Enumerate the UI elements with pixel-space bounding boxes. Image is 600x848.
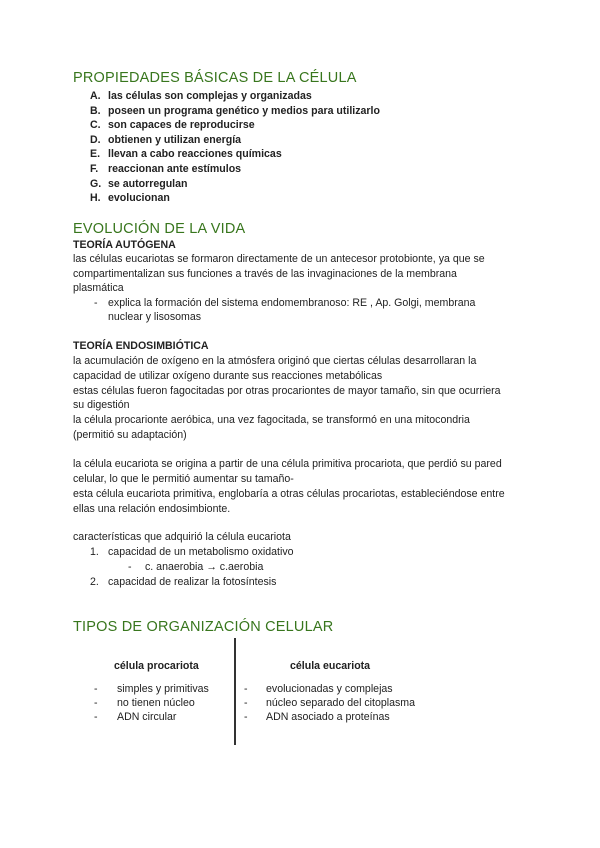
list-item: las células son complejas y organizadas — [108, 90, 312, 102]
list-item: obtienen y utilizan energía — [108, 133, 242, 146]
sub-item: c. anaerobia → c.aerobia — [145, 561, 264, 573]
list-marker: B. — [90, 104, 101, 117]
bullet-dash: - — [244, 711, 248, 723]
text-line: su digestión — [73, 399, 130, 411]
list-marker: H. — [90, 192, 101, 205]
subheading-autogena: TEORÍA AUTÓGENA — [73, 239, 176, 251]
heading-tipos: TIPOS DE ORGANIZACIÓN CELULAR — [73, 619, 334, 635]
column-heading-procariota: célula procariota — [114, 660, 199, 672]
list-marker: G. — [90, 177, 102, 190]
list-item: capacidad de realizar la fotosíntesis — [108, 576, 277, 588]
text-line: esta célula eucariota primitiva, englobaría a otras células procariotas, estableciéndose entre — [73, 488, 505, 500]
column-heading-eucariota: célula eucariota — [290, 660, 371, 672]
bullet-dash: - — [94, 697, 98, 709]
list-marker: A. — [90, 90, 101, 102]
bullet-dash: - — [244, 697, 248, 709]
procariota-item: ADN circular — [117, 711, 177, 723]
bullet-text: nuclear y lisosomas — [108, 311, 202, 323]
text-line: las células eucariotas se formaron directamente de un antecesor protobionte, ya que se — [73, 253, 485, 265]
bullet-dash: - — [94, 683, 98, 695]
list-item: evolucionan — [108, 192, 170, 205]
list-item: llevan a cabo reacciones químicas — [108, 148, 282, 161]
text-line: la célula procarionte aeróbica, una vez fagocitada, se transformó en una mitocondria — [73, 414, 470, 426]
list-marker: E. — [90, 148, 101, 161]
list-marker: 1. — [90, 546, 99, 558]
text-line: estas células fueron fagocitadas por otras procariontes de mayor tamaño, sin que ocurriera — [73, 385, 501, 397]
list-marker: 2. — [90, 576, 99, 588]
eucariota-item: evolucionadas y complejas — [266, 683, 393, 695]
list-item: capacidad de un metabolismo oxidativo — [108, 546, 294, 558]
list-item: se autorregulan — [108, 177, 188, 190]
bullet-dash: - — [244, 683, 248, 695]
text-line: ellas una relación endosimbionte. — [73, 503, 231, 515]
procariota-item: simples y primitivas — [117, 683, 209, 695]
list-item: son capaces de reproducirse — [108, 119, 255, 132]
column-divider — [234, 638, 236, 745]
text-line: celular, lo que le permitió aumentar su tamaño- — [73, 473, 294, 485]
eucariota-item: núcleo separado del citoplasma — [266, 697, 415, 709]
text-line: compartimentalizan sus funciones a través de las invaginaciones de la membrana — [73, 268, 457, 280]
heading-propiedades: PROPIEDADES BÁSICAS DE LA CÉLULA — [73, 70, 357, 86]
bullet-dash: - — [94, 297, 98, 309]
text-line: capacidad de utilizar oxígeno durante sus reacciones metabólicas — [73, 370, 383, 382]
eucariota-item: ADN asociado a proteínas — [266, 711, 390, 723]
text-line: la acumulación de oxígeno en la atmósfera originó que ciertas células desarrollaran la — [73, 355, 477, 367]
bullet-dash: - — [94, 711, 98, 723]
list-marker: D. — [90, 133, 101, 146]
procariota-item: no tienen núcleo — [117, 697, 195, 709]
bullet-dash: - — [128, 561, 132, 573]
heading-evolucion: EVOLUCIÓN DE LA VIDA — [73, 221, 246, 237]
text-line: la célula eucariota se origina a partir de una célula primitiva procariota, que perdió su pared — [73, 458, 502, 470]
subheading-endosimbiotica: TEORÍA ENDOSIMBIÓTICA — [73, 340, 209, 352]
text-line: plasmática — [73, 282, 124, 294]
list-item: poseen un programa genético y medios para utilizarlo — [108, 104, 380, 117]
list-item: reaccionan ante estímulos — [108, 163, 242, 175]
list-marker: C. — [90, 119, 101, 132]
bullet-text: explica la formación del sistema endomembranoso: RE , Ap. Golgi, membrana — [108, 297, 476, 309]
text-line: (permitió su adaptación) — [73, 429, 187, 441]
text-line: características que adquirió la célula eucariota — [73, 531, 291, 543]
list-marker: F. — [90, 163, 99, 175]
